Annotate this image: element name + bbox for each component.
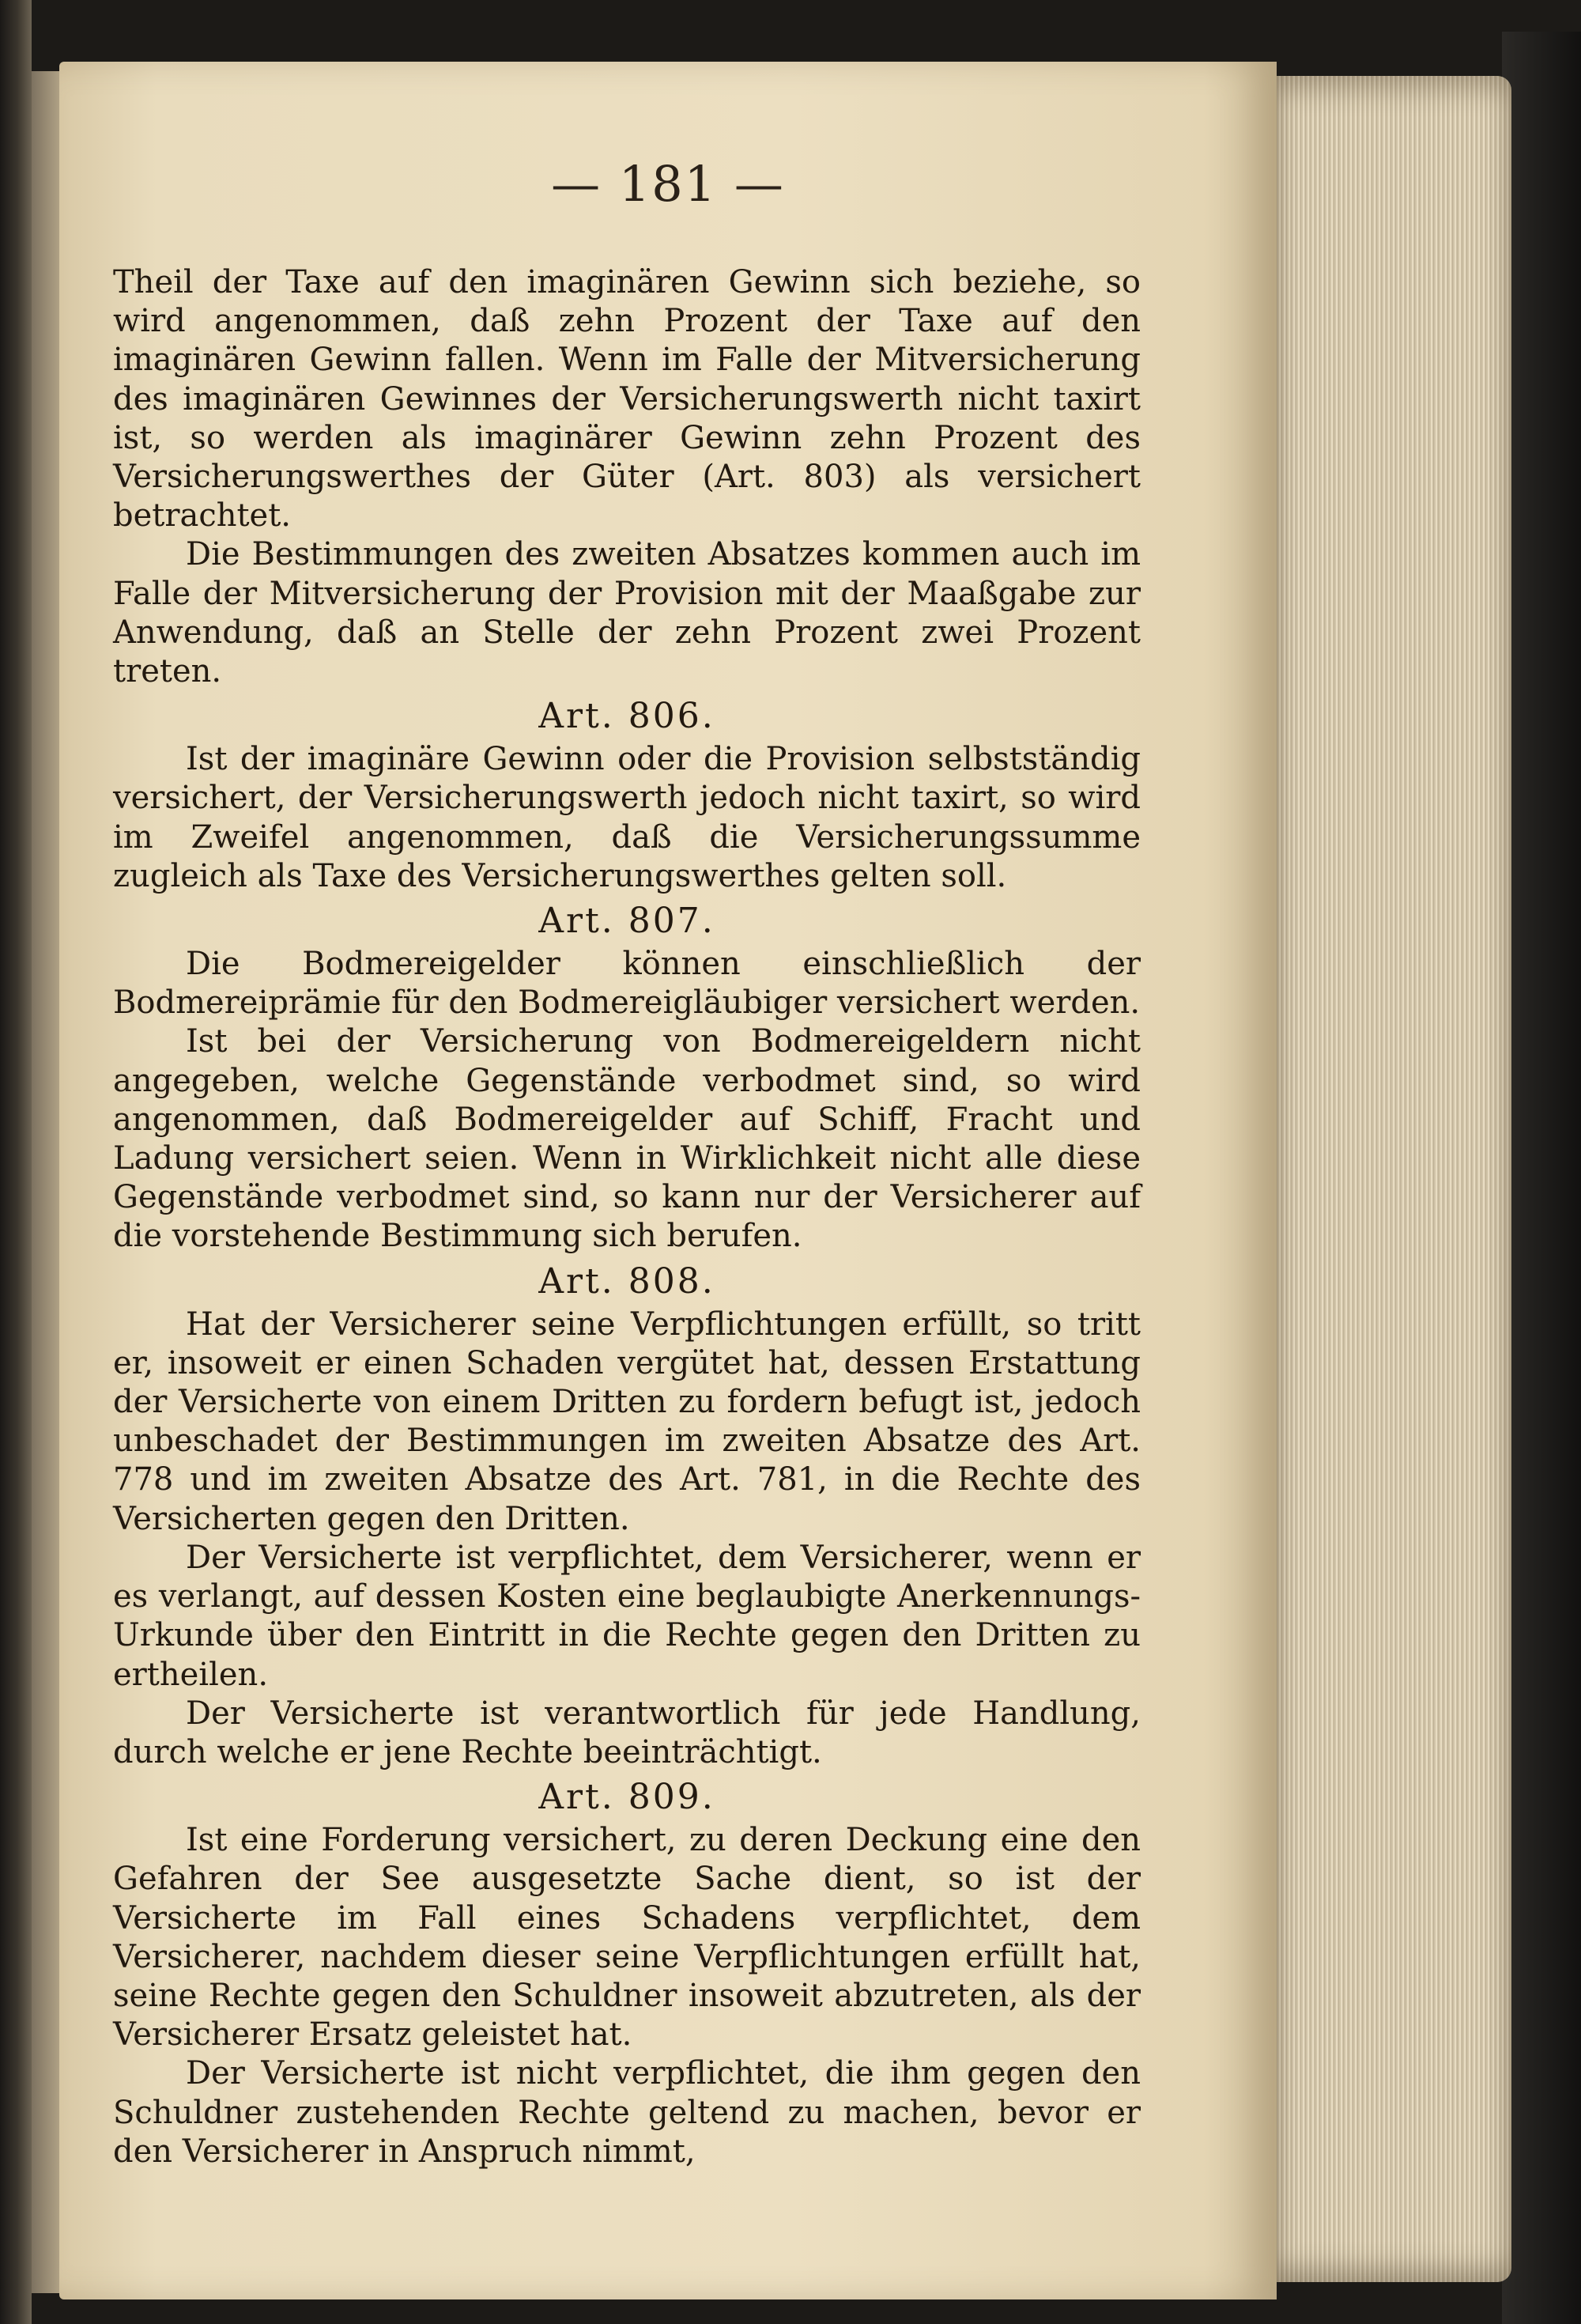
paragraph: Die Bodmereigelder können einschließlich der Bodmereiprämie für den Bodmereigläubiger versichert werden. bbox=[113, 946, 1141, 1022]
article-heading: Art. 808. bbox=[538, 1260, 715, 1302]
paragraph: Theil der Taxe auf den imaginären Gewinn sich beziehe, so wird angenommen, daß zehn Prozent der Taxe auf den imaginären Gewinn fallen. Wenn im Falle der Mitversicherung des imaginären Gewinnes der Versicherungswerth nicht taxirt ist, so werden als imaginärer Gewinn zehn Prozent des Versicherungswerthes der Güter (Art. 803) als versichert betrachtet. bbox=[113, 264, 1141, 535]
book-spine-left bbox=[0, 0, 32, 2324]
page-edges-stack bbox=[1274, 76, 1511, 2282]
article-heading: Art. 807. bbox=[538, 901, 715, 942]
paragraph: Ist der imaginäre Gewinn oder die Provision selbstständig versichert, der Versicherungswerth jedoch nicht taxirt, so wird im Zweifel angenommen, daß die Versicherungssumme zugleich als Taxe des Versicherungswerthes gelten soll. bbox=[113, 741, 1141, 894]
book-cover-right bbox=[1502, 32, 1581, 2324]
page-text bbox=[113, 263, 1141, 2171]
article-heading: Art. 806. bbox=[538, 696, 715, 737]
paragraph: Der Versicherte ist verantwortlich für jede Handlung, durch welche er jene Rechte beeinträchtigt. bbox=[113, 1695, 1141, 1770]
article-heading: Art. 809. bbox=[538, 1777, 715, 1818]
paragraph: Hat der Versicherer seine Verpflichtungen erfüllt, so tritt er, insoweit er einen Schaden vergütet hat, dessen Erstattung der Versicherte von einem Dritten zu fordern befugt ist, jedoch unbeschadet der Bestimmungen im zweiten Absatze des Art. 778 und im zweiten Absatze des Art. 781, in die Rechte des Versicherten gegen den Dritten. bbox=[113, 1306, 1141, 1537]
paragraph: Der Versicherte ist nicht verpflichtet, die ihm gegen den Schuldner zustehenden Rechte geltend zu machen, bevor er den Versicherer in Anspruch nimmt, bbox=[113, 2055, 1141, 2170]
paragraph: Ist eine Forderung versichert, zu deren Deckung eine den Gefahren der See ausgesetzte Sache dient, so ist der Versicherte im Fall eines Schadens verpflichtet, dem Versicherer, nachdem dieser seine Verpflichtungen erfüllt hat, seine Rechte gegen den Schuldner insoweit abzutreten, als der Versicherer Ersatz geleistet hat. bbox=[113, 1822, 1141, 2054]
paragraph: Ist bei der Versicherung von Bodmereigeldern nicht angegeben, welche Gegenstände verbodmet sind, so wird angenommen, daß Bodmereigelder auf Schiff, Fracht und Ladung versichert seien. Wenn in Wirklichkeit nicht alle diese Gegenstände verbodmet sind, so kann nur der Versicherer auf die vorstehende Bestimmung sich berufen. bbox=[113, 1023, 1141, 1255]
page-number: — 181 — bbox=[551, 155, 785, 213]
paragraph: Der Versicherte ist verpflichtet, dem Versicherer, wenn er es verlangt, auf dessen Kosten eine beglaubigte Anerkennungs-Urkunde über den Eintritt in die Rechte gegen den Dritten zu ertheilen. bbox=[113, 1539, 1141, 1693]
book-page bbox=[59, 62, 1277, 2299]
paragraph: Die Bestimmungen des zweiten Absatzes kommen auch im Falle der Mitversicherung der Provision mit der Maaßgabe zur Anwendung, daß an Stelle der zehn Prozent zwei Prozent treten. bbox=[113, 536, 1141, 690]
